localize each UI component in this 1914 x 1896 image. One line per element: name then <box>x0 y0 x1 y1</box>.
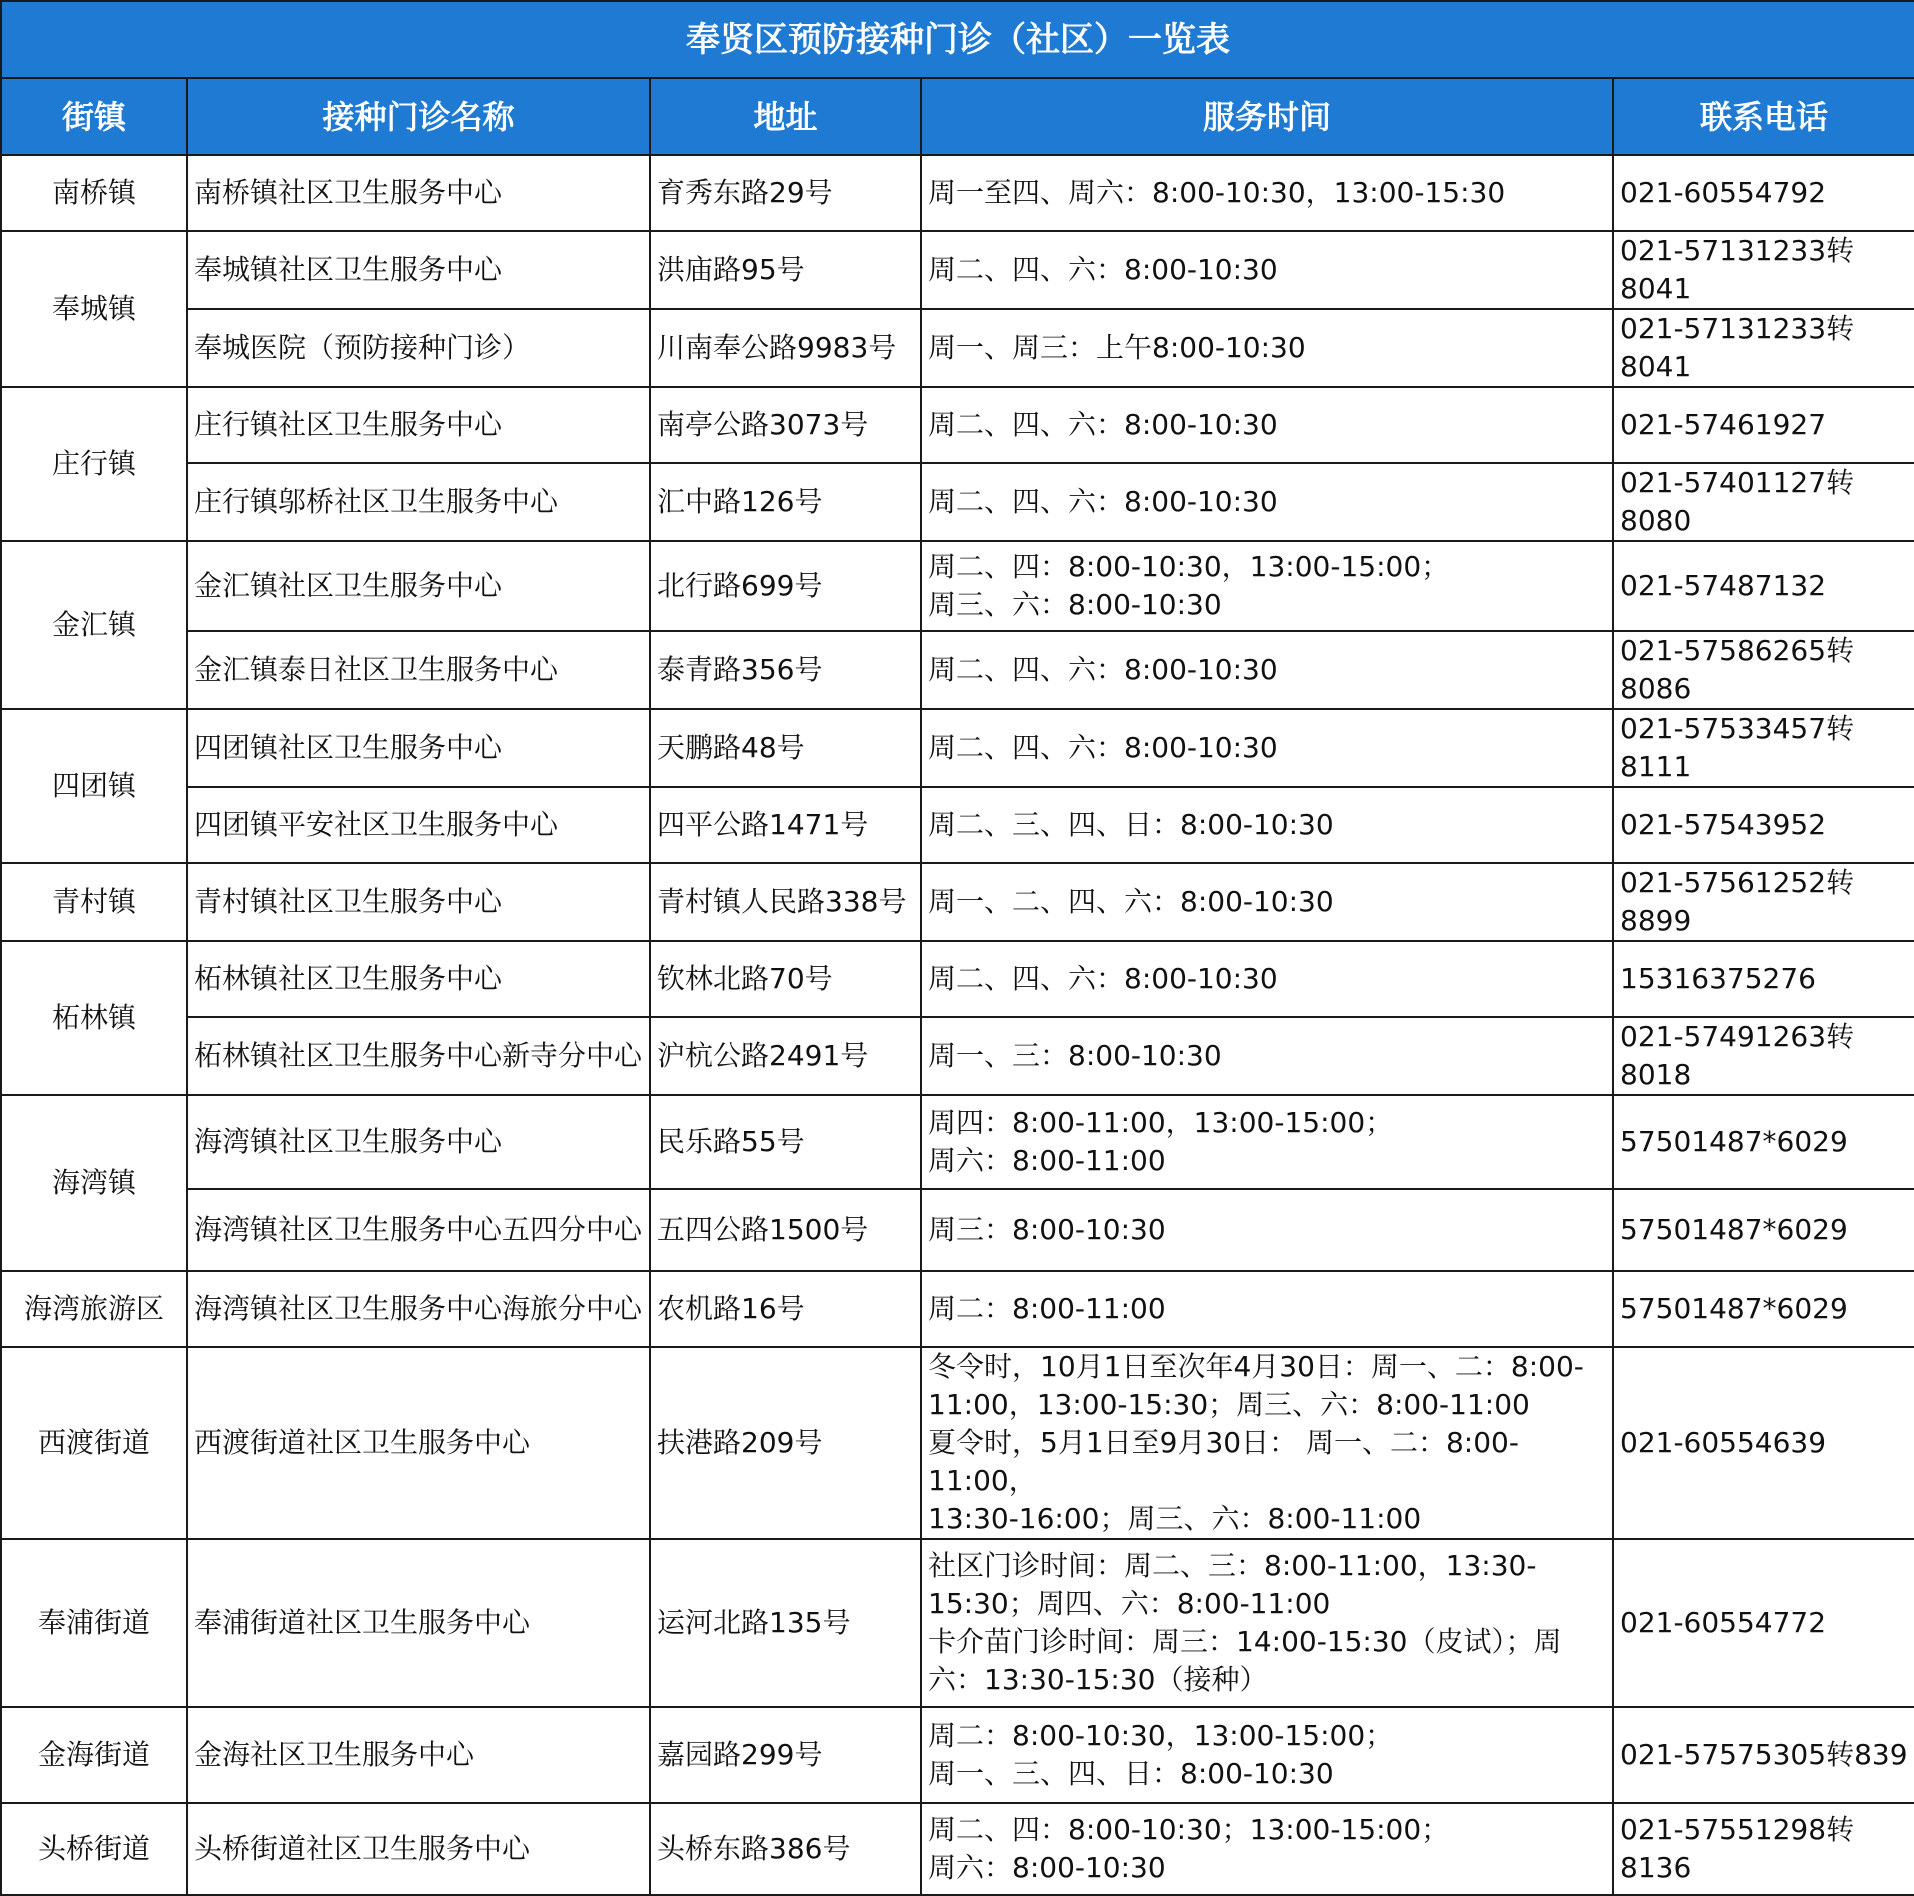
address-cell: 天鹏路48号 <box>650 709 921 787</box>
service-hours-line: 冬令时，10月1日至次年4月30日：周一、二：8:00- <box>928 1350 1584 1383</box>
service-hours-line: 周二、四、六：8:00-10:30 <box>928 731 1278 764</box>
town-cell: 金汇镇 <box>1 541 187 709</box>
table-row <box>1 1347 1914 1539</box>
header-service-hours: 服务时间 <box>921 78 1613 155</box>
service-hours-line: 11:00，13:00-15:30；周三、六：8:00-11:00 <box>928 1388 1530 1421</box>
service-hours-line: 周一至四、周六：8:00-10:30，13:00-15:30 <box>928 176 1506 209</box>
phone-cell: 021-57491263转8018 <box>1613 1017 1914 1095</box>
header-address: 地址 <box>650 78 921 155</box>
phone-cell: 021-57533457转8111 <box>1613 709 1914 787</box>
address-cell: 育秀东路29号 <box>650 155 921 231</box>
service-hours-line: 六：13:30-15:30（接种） <box>928 1663 1268 1696</box>
service-hours-line: 周三、六：8:00-10:30 <box>928 588 1222 621</box>
address-cell: 嘉园路299号 <box>650 1707 921 1803</box>
service-hours-cell <box>921 1347 1613 1539</box>
address-cell: 运河北路135号 <box>650 1539 921 1707</box>
town-cell: 南桥镇 <box>1 155 187 231</box>
table-row <box>1 787 1914 863</box>
address-cell: 头桥东路386号 <box>650 1803 921 1895</box>
service-hours-cell <box>921 709 1613 787</box>
table-title: 奉贤区预防接种门诊（社区）一览表 <box>1 1 1914 78</box>
header-phone: 联系电话 <box>1613 78 1914 155</box>
address-cell: 川南奉公路9983号 <box>650 309 921 387</box>
clinic-name-cell: 庄行镇社区卫生服务中心 <box>187 387 650 463</box>
address-cell: 四平公路1471号 <box>650 787 921 863</box>
phone-cell: 021-57401127转8080 <box>1613 463 1914 541</box>
clinic-name-cell: 柘林镇社区卫生服务中心 <box>187 941 650 1017</box>
address-cell: 扶港路209号 <box>650 1347 921 1539</box>
table-row <box>1 941 1914 1017</box>
town-cell: 柘林镇 <box>1 941 187 1095</box>
phone-cell: 021-60554792 <box>1613 155 1914 231</box>
table-row <box>1 155 1914 231</box>
clinic-name-cell: 四团镇社区卫生服务中心 <box>187 709 650 787</box>
table-row <box>1 1539 1914 1707</box>
clinic-name-cell: 青村镇社区卫生服务中心 <box>187 863 650 941</box>
clinic-name-cell: 南桥镇社区卫生服务中心 <box>187 155 650 231</box>
town-cell: 奉浦街道 <box>1 1539 187 1707</box>
address-cell: 北行路699号 <box>650 541 921 631</box>
service-hours-cell <box>921 1095 1613 1189</box>
service-hours-line: 15:30；周四、六：8:00-11:00 <box>928 1587 1331 1620</box>
phone-cell: 15316375276 <box>1613 941 1914 1017</box>
town-cell: 头桥街道 <box>1 1803 187 1895</box>
address-cell: 民乐路55号 <box>650 1095 921 1189</box>
service-hours-line: 13:30-16:00；周三、六：8:00-11:00 <box>928 1502 1422 1535</box>
service-hours-cell <box>921 631 1613 709</box>
service-hours-line: 周二、四：8:00-10:30；13:00-15:00； <box>928 1813 1450 1846</box>
service-hours-line: 周二、四：8:00-10:30，13:00-15:00； <box>928 550 1450 583</box>
table-row <box>1 1803 1914 1895</box>
phone-cell: 021-60554772 <box>1613 1539 1914 1707</box>
table-row <box>1 541 1914 631</box>
table-row <box>1 231 1914 309</box>
service-hours-line: 周四：8:00-11:00，13:00-15:00； <box>928 1106 1394 1139</box>
phone-cell: 021-57131233转8041 <box>1613 231 1914 309</box>
clinic-name-cell: 头桥街道社区卫生服务中心 <box>187 1803 650 1895</box>
service-hours-line: 周二、三、四、日：8:00-10:30 <box>928 808 1334 841</box>
clinic-name-cell: 奉浦街道社区卫生服务中心 <box>187 1539 650 1707</box>
service-hours-cell <box>921 387 1613 463</box>
service-hours-cell <box>921 309 1613 387</box>
table-row <box>1 463 1914 541</box>
service-hours-line: 周二、四、六：8:00-10:30 <box>928 485 1278 518</box>
service-hours-line: 周一、三、四、日：8:00-10:30 <box>928 1757 1334 1790</box>
service-hours-cell <box>921 231 1613 309</box>
phone-cell: 021-57487132 <box>1613 541 1914 631</box>
service-hours-cell <box>921 1271 1613 1347</box>
table-row <box>1 1017 1914 1095</box>
clinic-name-cell: 柘林镇社区卫生服务中心新寺分中心 <box>187 1017 650 1095</box>
phone-cell: 021-60554639 <box>1613 1347 1914 1539</box>
address-cell: 沪杭公路2491号 <box>650 1017 921 1095</box>
service-hours-cell <box>921 463 1613 541</box>
phone-cell: 57501487*6029 <box>1613 1095 1914 1189</box>
phone-cell: 021-57131233转8041 <box>1613 309 1914 387</box>
address-cell: 钦林北路70号 <box>650 941 921 1017</box>
clinic-name-cell: 海湾镇社区卫生服务中心五四分中心 <box>187 1189 650 1271</box>
table-row <box>1 709 1914 787</box>
table-row <box>1 1707 1914 1803</box>
town-cell: 青村镇 <box>1 863 187 941</box>
address-cell: 洪庙路95号 <box>650 231 921 309</box>
service-hours-line: 周二、四、六：8:00-10:30 <box>928 253 1278 286</box>
table-row <box>1 1189 1914 1271</box>
town-cell: 海湾镇 <box>1 1095 187 1271</box>
clinic-name-cell: 金汇镇社区卫生服务中心 <box>187 541 650 631</box>
phone-cell: 021-57586265转8086 <box>1613 631 1914 709</box>
phone-cell: 021-57561252转8899 <box>1613 863 1914 941</box>
clinic-name-cell: 西渡街道社区卫生服务中心 <box>187 1347 650 1539</box>
service-hours-line: 周六：8:00-11:00 <box>928 1144 1166 1177</box>
service-hours-cell <box>921 155 1613 231</box>
service-hours-cell <box>921 1189 1613 1271</box>
table-row <box>1 1095 1914 1189</box>
service-hours-line: 周二、四、六：8:00-10:30 <box>928 653 1278 686</box>
service-hours-line: 周一、周三：上午8:00-10:30 <box>928 331 1306 364</box>
table-body <box>1 155 1914 1895</box>
table-row <box>1 863 1914 941</box>
address-cell: 泰青路356号 <box>650 631 921 709</box>
header-town: 街镇 <box>1 78 187 155</box>
service-hours-line: 周二：8:00-11:00 <box>928 1292 1166 1325</box>
service-hours-line: 周六：8:00-10:30 <box>928 1851 1166 1884</box>
clinic-name-cell: 奉城镇社区卫生服务中心 <box>187 231 650 309</box>
service-hours-cell <box>921 1707 1613 1803</box>
address-cell: 五四公路1500号 <box>650 1189 921 1271</box>
town-cell: 庄行镇 <box>1 387 187 541</box>
clinic-name-cell: 金海社区卫生服务中心 <box>187 1707 650 1803</box>
clinic-name-cell: 金汇镇泰日社区卫生服务中心 <box>187 631 650 709</box>
service-hours-line: 周二、四、六：8:00-10:30 <box>928 408 1278 441</box>
service-hours-line: 周二：8:00-10:30，13:00-15:00； <box>928 1719 1394 1752</box>
phone-cell: 57501487*6029 <box>1613 1271 1914 1347</box>
title-row <box>1 1 1914 78</box>
service-hours-cell <box>921 863 1613 941</box>
table-row <box>1 631 1914 709</box>
service-hours-line: 周三：8:00-10:30 <box>928 1213 1166 1246</box>
service-hours-cell <box>921 1803 1613 1895</box>
header-clinic-name: 接种门诊名称 <box>187 78 650 155</box>
service-hours-cell <box>921 787 1613 863</box>
service-hours-cell <box>921 941 1613 1017</box>
service-hours-cell <box>921 1017 1613 1095</box>
service-hours-cell <box>921 1539 1613 1707</box>
clinic-name-cell: 奉城医院（预防接种门诊） <box>187 309 650 387</box>
clinic-name-cell: 海湾镇社区卫生服务中心海旅分中心 <box>187 1271 650 1347</box>
table-row <box>1 387 1914 463</box>
service-hours-line: 夏令时，5月1日至9月30日： 周一、二：8:00-11:00， <box>928 1426 1519 1497</box>
address-cell: 农机路16号 <box>650 1271 921 1347</box>
header-row <box>1 78 1914 155</box>
phone-cell: 021-57575305转839 <box>1613 1707 1914 1803</box>
table-row <box>1 309 1914 387</box>
table-row <box>1 1271 1914 1347</box>
clinic-name-cell: 海湾镇社区卫生服务中心 <box>187 1095 650 1189</box>
clinic-name-cell: 四团镇平安社区卫生服务中心 <box>187 787 650 863</box>
service-hours-cell <box>921 541 1613 631</box>
town-cell: 奉城镇 <box>1 231 187 387</box>
service-hours-line: 周一、二、四、六：8:00-10:30 <box>928 885 1334 918</box>
town-cell: 四团镇 <box>1 709 187 863</box>
town-cell: 金海街道 <box>1 1707 187 1803</box>
address-cell: 汇中路126号 <box>650 463 921 541</box>
address-cell: 青村镇人民路338号 <box>650 863 921 941</box>
service-hours-line: 周二、四、六：8:00-10:30 <box>928 962 1278 995</box>
phone-cell: 021-57543952 <box>1613 787 1914 863</box>
phone-cell: 021-57461927 <box>1613 387 1914 463</box>
service-hours-line: 卡介苗门诊时间：周三：14:00-15:30（皮试）；周 <box>928 1625 1562 1658</box>
address-cell: 南亭公路3073号 <box>650 387 921 463</box>
town-cell: 西渡街道 <box>1 1347 187 1539</box>
phone-cell: 021-57551298转8136 <box>1613 1803 1914 1895</box>
service-hours-line: 社区门诊时间：周二、三：8:00-11:00，13:30- <box>928 1549 1537 1582</box>
clinic-name-cell: 庄行镇邬桥社区卫生服务中心 <box>187 463 650 541</box>
service-hours-line: 周一、三：8:00-10:30 <box>928 1039 1222 1072</box>
town-cell: 海湾旅游区 <box>1 1271 187 1347</box>
phone-cell: 57501487*6029 <box>1613 1189 1914 1271</box>
